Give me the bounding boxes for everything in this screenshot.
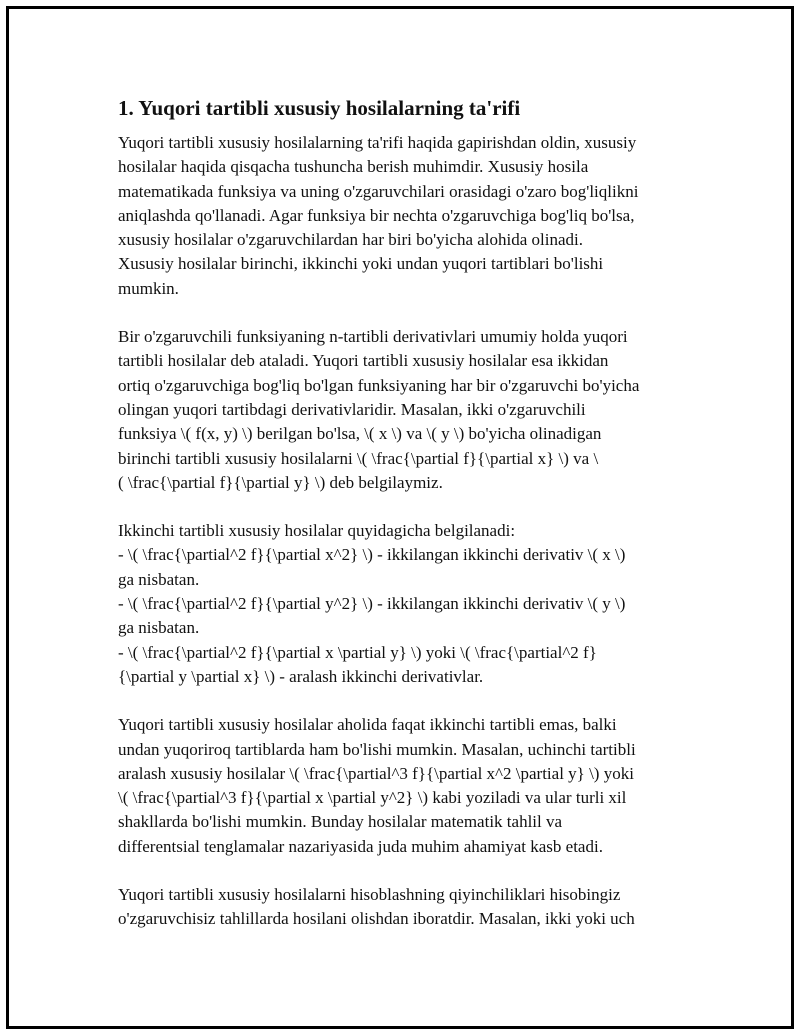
list-item-line: - \( \frac{\partial^2 f}{\partial x \partial y} \) yoki \( \frac{\partial^2 f}	[118, 642, 597, 662]
list-item-line: - \( \frac{\partial^2 f}{\partial y^2} \) - ikkilangan ikkinchi derivativ \( y \)	[118, 594, 626, 614]
paragraph-higher-order	[118, 713, 684, 859]
text-line: Ikkinchi tartibli xususiy hosilalar quyidagicha belgilanadi:	[118, 521, 516, 541]
paragraph-computation	[118, 883, 684, 932]
text-line: funksiya \( f(x, y) \) berilgan bo'lsa, \( x \) va \( y \) bo'yicha olinadigan	[118, 424, 602, 444]
text-line: o'zgaruvchisiz tahlillarda hosilani olishdan iboratdir. Masalan, ikki yoki uch	[118, 909, 635, 929]
text-line: Yuqori tartibli xususiy hosilalar aholida faqat ikkinchi tartibli emas, balki	[118, 715, 617, 735]
text-line: Xususiy hosilalar birinchi, ikkinchi yoki undan yuqori tartiblari bo'lishi	[118, 254, 604, 274]
text-line: shakllarda bo'lishi mumkin. Bunday hosilalar matematik tahlil va	[118, 812, 563, 832]
paragraph-second-order	[118, 519, 684, 689]
text-line: differentsial tenglamalar nazariyasida juda muhim ahamiyat kasb etadi.	[118, 836, 603, 856]
text-line: olingan yuqori tartibdagi derivativlaridir. Masalan, ikki o'zgaruvchili	[118, 399, 586, 419]
text-line: mumkin.	[118, 278, 179, 298]
list-item-line: - \( \frac{\partial^2 f}{\partial x^2} \) - ikkilangan ikkinchi derivativ \( x \)	[118, 545, 626, 565]
paragraph-definition	[118, 325, 684, 495]
list-item-line: ga nisbatan.	[118, 569, 200, 589]
text-line: ( \frac{\partial f}{\partial y} \) deb belgilaymiz.	[118, 472, 443, 492]
text-line: ortiq o'zgaruvchiga bog'liq bo'lgan funksiyaning har bir o'zgaruvchi bo'yicha	[118, 375, 640, 395]
text-line: xususiy hosilalar o'zgaruvchilardan har biri bo'yicha alohida olinadi.	[118, 230, 583, 250]
text-line: birinchi tartibli xususiy hosilalarni \( \frac{\partial f}{\partial x} \) va \	[118, 448, 599, 468]
section-heading: 1. Yuqori tartibli xususiy hosilalarning ta'rifi	[118, 96, 521, 120]
text-line: Yuqori tartibli xususiy hosilalarni hisoblashning qiyinchiliklari hisobingiz	[118, 885, 621, 905]
text-line: aniqlashda qo'llanadi. Agar funksiya bir nechta o'zgaruvchiga bog'liq bo'lsa,	[118, 205, 635, 225]
text-line: undan yuqoriroq tartiblarda ham bo'lishi mumkin. Masalan, uchinchi tartibli	[118, 739, 636, 759]
document-body	[118, 95, 684, 956]
text-line: aralash xususiy hosilalar \( \frac{\partial^3 f}{\partial x^2 \partial y} \) yoki	[118, 763, 634, 783]
text-line: matematikada funksiya va uning o'zgaruvchilari orasidagi o'zaro bog'liqlikni	[118, 181, 639, 201]
text-line: Yuqori tartibli xususiy hosilalarning ta'rifi haqida gapirishdan oldin, xususiy	[118, 133, 637, 152]
list-item-line: {\partial y \partial x} \) - aralash ikkinchi derivativlar.	[118, 666, 484, 686]
text-line: Bir o'zgaruvchili funksiyaning n-tartibli derivativlari umumiy holda yuqori	[118, 327, 628, 347]
text-line: \( \frac{\partial^3 f}{\partial x \partial y^2} \) kabi yoziladi va ular turli xil	[118, 788, 627, 808]
text-line: hosilalar haqida qisqacha tushuncha berish muhimdir. Xususiy hosila	[118, 157, 589, 177]
text-line: tartibli hosilalar deb ataladi. Yuqori tartibli xususiy hosilalar esa ikkidan	[118, 351, 609, 371]
paragraph-intro	[118, 131, 684, 301]
list-item-line: ga nisbatan.	[118, 618, 200, 638]
